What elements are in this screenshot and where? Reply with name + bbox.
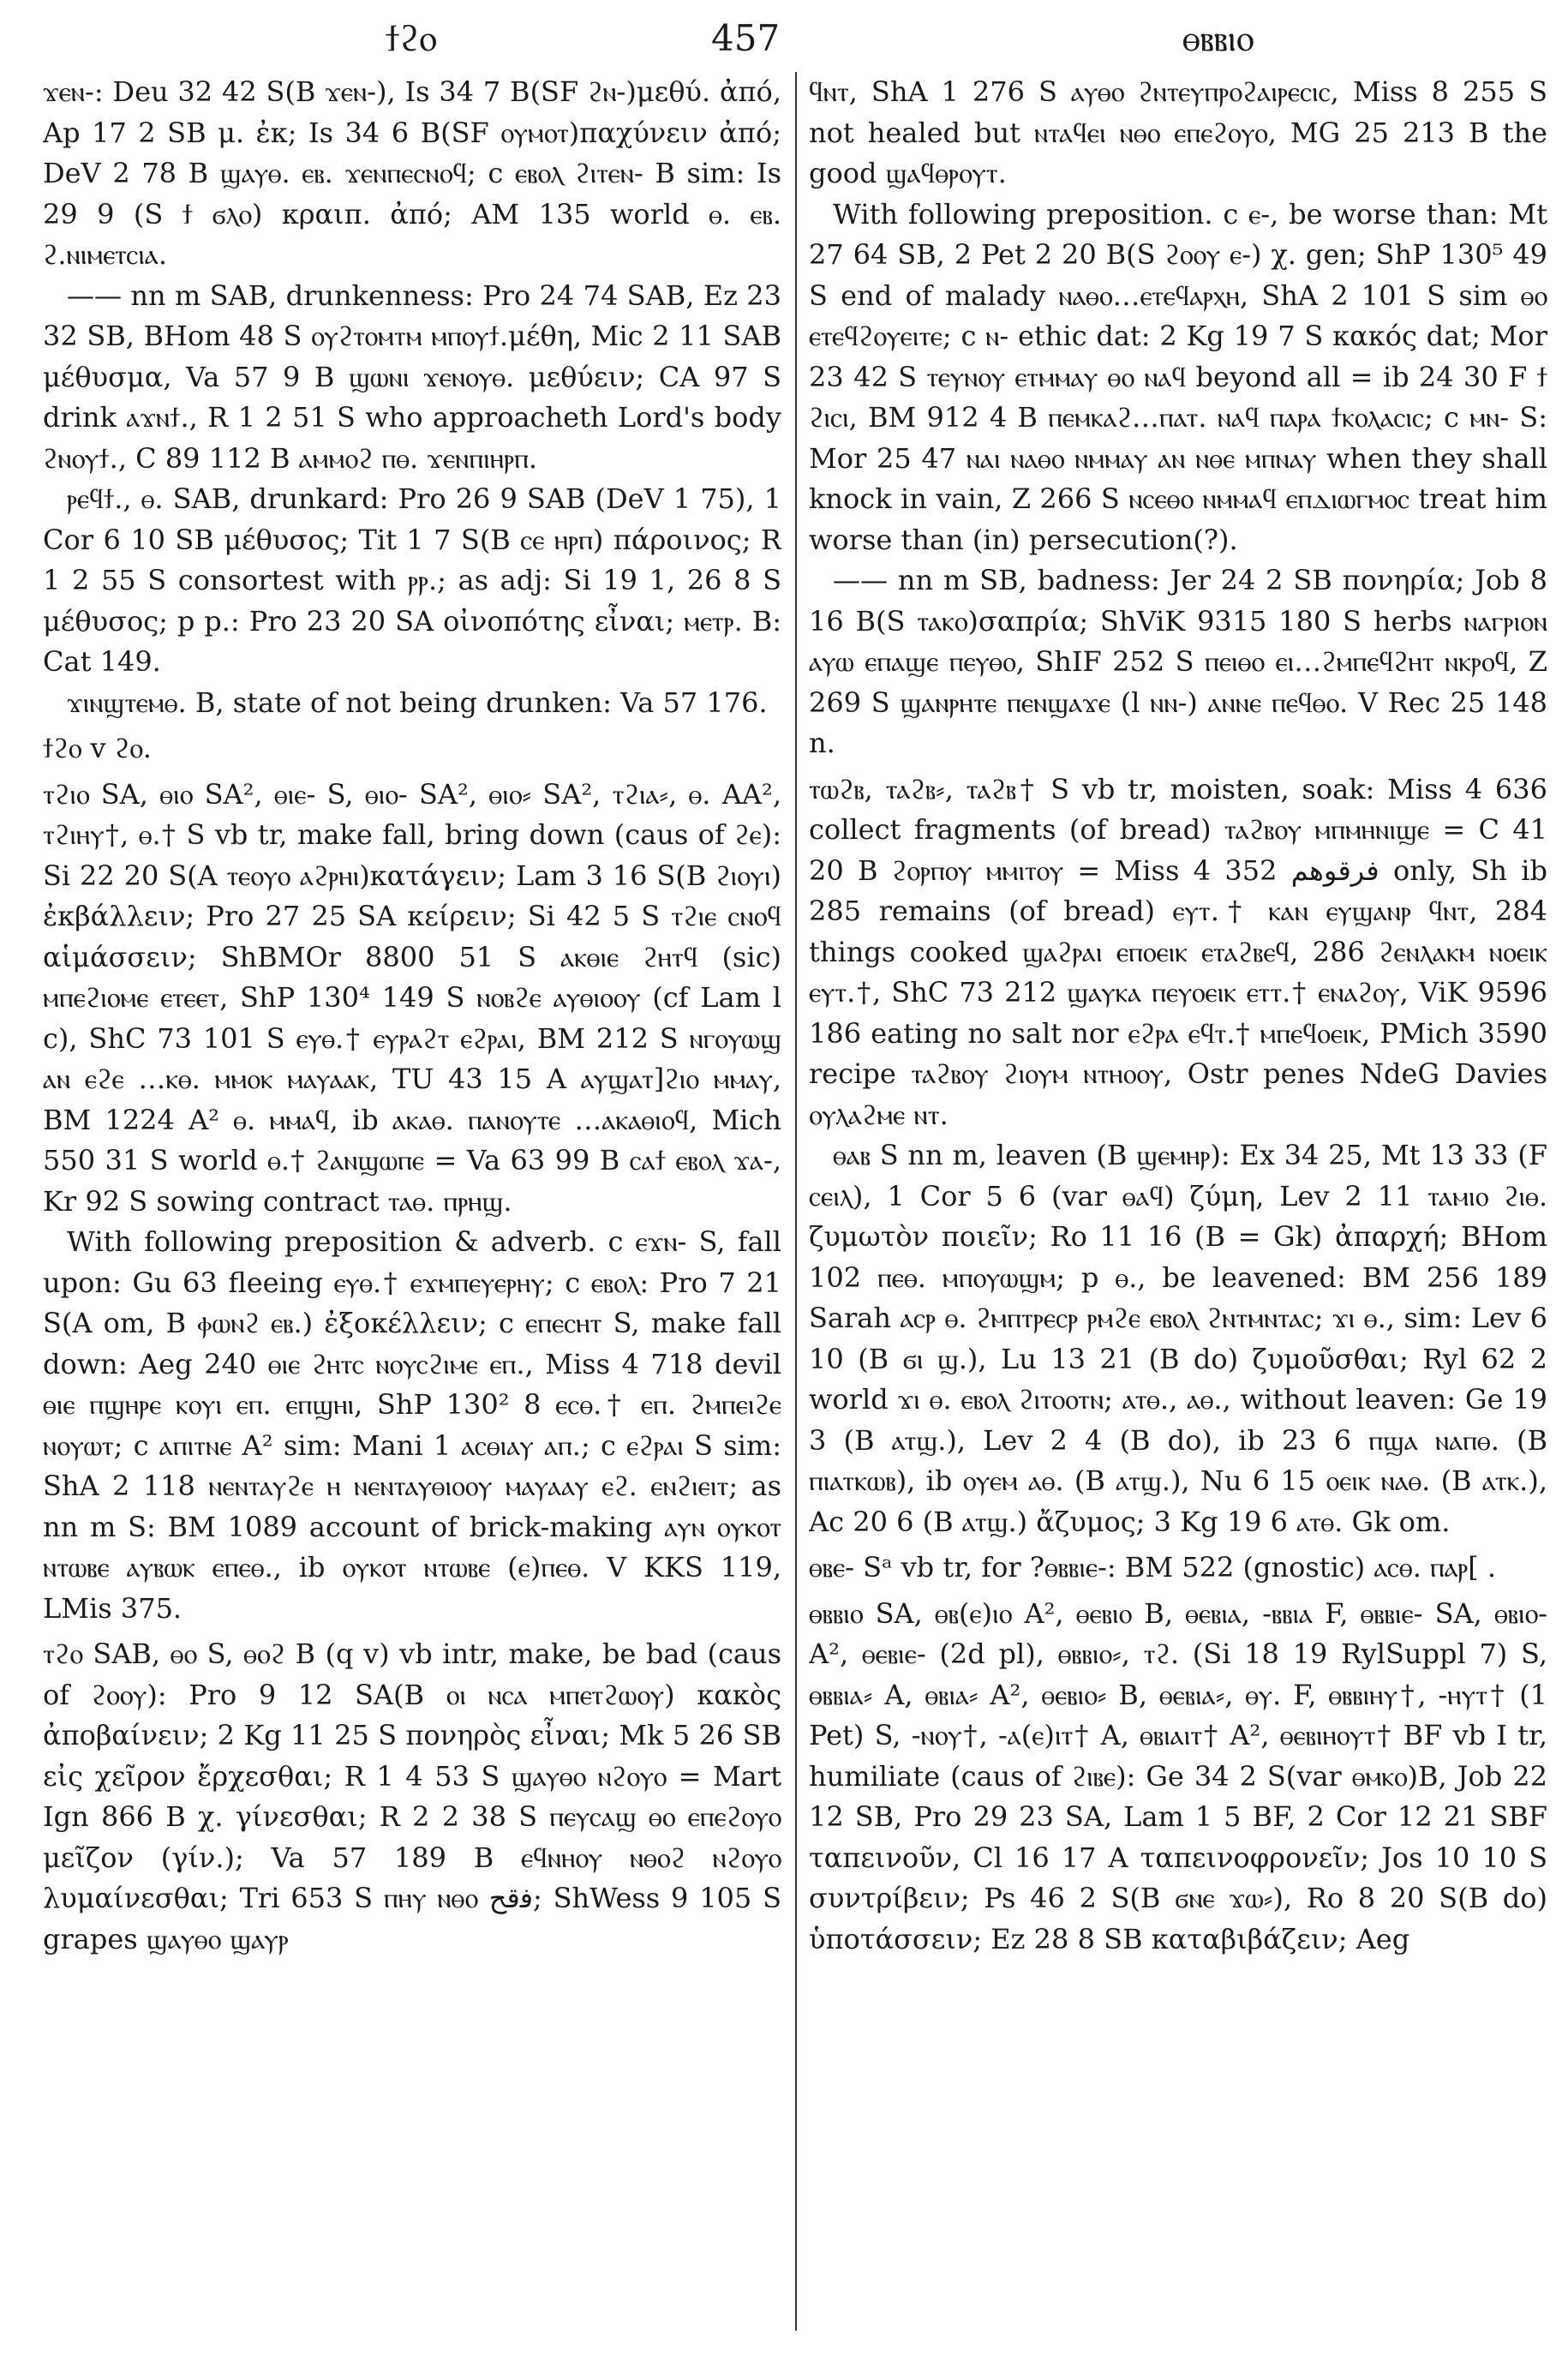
entry-continuation: ϥⲛⲧ, ShA 1 276 S ⲁⲩⲑⲟ ϩⲛⲧⲉⲩⲡⲣⲟϩⲁⲓⲣⲉⲥⲓⲥ, Miss 8 255 S not healed but ⲛⲧⲁϥⲉⲓ ⲛⲑⲟ ⲉⲡⲉϩⲟⲩⲟ, MG 25 213 B the good ϣⲁϥⲑⲣⲟⲩⲧ.	[809, 75, 1547, 189]
entry-subsection: ϫⲓⲛϣⲧⲉⲙⲑ. B, state of not being drunken: Va 57 176.	[67, 686, 768, 719]
column-divider	[795, 72, 797, 2331]
entry-subsection: —— nn m SB, badness: Jer 24 2 SB πονηρία; Job 8 16 B(S ⲧⲁⲕⲟ)σαπρία; ShViK 9315 180 S herbs ⲛⲁⲅⲣⲓⲟⲛ ⲁⲩⲱ ⲉⲡⲁϣⲉ ⲡⲉⲩⲑⲟ, ShIF 252 S ⲡⲉⲓⲑⲟ ⲉⲓ…ϩⲙⲡⲉϥϩⲏⲧ ⲛⲕⲣⲟϥ, Z 269 S ϣⲁⲛⲣⲏⲧⲉ ⲡⲉⲛϣⲁϫⲉ (l ⲛⲛ-) ⲁⲛⲛⲉ ⲡⲉϥⲑⲟ. V Rec 25 148 n.	[809, 564, 1547, 759]
headword-entry: ⲧϩⲟ SAB, ⲑⲟ S, ⲑⲟϩ B (q v) vb intr, make, be bad (caus of ϩⲟⲟⲩ): Pro 9 12 SA(B ⲟⲓ ⲛⲥⲁ ⲙⲡⲉⲧϩⲱⲟⲩ) κακὸς ἀποβαίνειν; 2 Kg 11 25 S πονηρὸς εἶναι; Mk 5 26 SB εἰς χεῖρον ἔρχεσθαι; R 1 4 53 S ϣⲁⲩⲑⲟ ⲛϩⲟⲩⲟ = Mart Ign 866 B χ. γίνεσθαι; R 2 2 38 S ⲡⲉⲩⲥⲁϣ ⲑⲟ ⲉⲡⲉϩⲟⲩⲟ μεῖζον (γίν.); Va 57 189 B ⲉϥⲛⲏⲟⲩ ⲛⲑⲟϩ ⲛϩⲟⲩⲟ λυμαίνεσθαι; Tri 653 S ⲡⲏⲩ ⲛⲑⲟ ﻓﻗﺢ; ShWess 9 105 S grapes ϣⲁⲩⲑⲟ ϣⲁⲩⲣ	[43, 1638, 781, 1955]
entry-continuation: ϫⲉⲛ-: Deu 32 42 S(B ϫⲉⲛ-), Is 34 7 B(SF ϩⲛ-)μεθύ. ἀπό, Ap 17 2 SB μ. ἐκ; Is 34 6 B(SF ⲟⲩⲙⲟⲧ)παχύνειν ἀπό; DeV 2 78 B ϣⲁⲩⲑ. ⲉⲃ. ϫⲉⲛⲡⲉⲥⲛⲟϥ; c ⲉⲃⲟⲗ ϩⲓⲧⲉⲛ- B sim: Is 29 9 (S ϯ ϭⲗⲟ) κραιπ. ἀπό; AM 135 world ⲑ. ⲉⲃ. ϩ.ⲛⲓⲙⲉⲧⲥⲓⲁ.	[43, 75, 781, 271]
entry-subsection: With following preposition & adverb. c ⲉϫⲛ- S, fall upon: Gu 63 fleeing ⲉⲩⲑ.† ⲉϫⲙⲡⲉⲩⲉⲣⲏⲩ; c ⲉⲃⲟⲗ: Pro 7 21 S(A om, B ⲫⲱⲛϩ ⲉⲃ.) ἐξοκέλλειν; c ⲉⲡⲉⲥⲏⲧ S, make fall down: Aeg 240 ⲑⲓⲉ ϩⲏⲧⲥ ⲛⲟⲩⲥϩⲓⲙⲉ ⲉⲡ., Miss 4 718 devil ⲑⲓⲉ ⲡϣⲏⲣⲉ ⲕⲟⲩⲓ ⲉⲡ. ⲉⲡϣⲏⲓ, ShP 130² 8 ⲉⲥⲑ.† ⲉⲡ. ϩⲙⲡⲉⲓϩⲉ ⲛⲟⲩⲱⲧ; c ⲁⲡⲓⲧⲛⲉ A² sim: Mani 1 ⲁⲥⲑⲓⲁⲩ ⲁⲡ.; c ⲉϩⲣⲁⲓ S sim: ShA 2 118 ⲛⲉⲛⲧⲁⲩϩⲉ ⲏ ⲛⲉⲛⲧⲁⲩⲑⲓⲟⲟⲩ ⲙⲁⲩⲁⲁⲩ ⲉϩ. ⲉⲛϩⲓⲉⲓⲧ; as nn m S: BM 1089 account of brick-making ⲁⲩⲛ ⲟⲩⲕⲟⲧ ⲛⲧⲱⲃⲉ ⲁⲩⲃⲱⲕ ⲉⲡⲉⲑ., ib ⲟⲩⲕⲟⲧ ⲛⲧⲱⲃⲉ (ⲉ)ⲡⲉⲑ. V KKS 119, LMis 375.	[43, 1225, 781, 1625]
headword-entry: ϯϩⲟ v ϩⲟ.	[43, 732, 152, 764]
headword-entry: ⲧϩⲓⲟ SA, ⲑⲓⲟ SA², ⲑⲓⲉ- S, ⲑⲓⲟ- SA², ⲑⲓⲟ⸗ SA², ⲧϩⲓⲁ⸗, ⲑ. AA², ⲧϩⲓⲏⲩ†, ⲑ.† S vb tr, make fall, bring down (caus of ϩⲉ): Si 22 20 S(A ⲧⲉⲟⲩⲟ ⲁϩⲣⲏⲓ)κατάγειν; Lam 3 16 S(B ϩⲓⲟⲩⲓ) ἐκβάλλειν; Pro 27 25 SA κείρειν; Si 42 5 S ⲧϩⲓⲉ ⲥⲛⲟϥ αἱμάσσειν; ShBMOr 8800 51 S ⲁⲕⲑⲓⲉ ϩⲏⲧϥ (sic) ⲙⲡⲉϩⲓⲟⲙⲉ ⲉⲧⲉⲉⲧ, ShP 130⁴ 149 S ⲛⲟⲃϩⲉ ⲁⲩⲑⲓⲟⲟⲩ (cf Lam l c), ShC 73 101 S ⲉⲩⲑ.† ⲉⲩⲣⲁϩⲧ ⲉϩⲣⲁⲓ, BM 212 S ⲛⲅⲟⲩⲱϣ ⲁⲛ ⲉϩⲉ …ⲕⲑ. ⲙⲙⲟⲕ ⲙⲁⲩⲁⲁⲕ, TU 43 15 A ⲁⲩϣⲁⲧ]ϩⲓⲟ ⲙⲙⲁⲩ, BM 1224 A² ⲑ. ⲙⲙⲁϥ, ib ⲁⲕⲁⲑ. ⲡⲁⲛⲟⲩⲧⲉ …ⲁⲕⲁⲑⲓⲟϥ, Mich 550 31 S world ⲑ.† ϩⲁⲛϣⲱⲡⲉ = Va 63 99 B ⲥⲁϯ ⲉⲃⲟⲗ ϫⲁ-, Kr 92 S sowing contract ⲧⲁⲑ. ⲡⲣⲏϣ.	[43, 777, 781, 1218]
entry-subsection: —— nn m SAB, drunkenness: Pro 24 74 SAB, Ez 23 32 SB, BHom 48 S ⲟⲩϩⲧⲟⲙⲧⲙ ⲙⲡⲟⲩϯ.μέθη, Mic 2 11 SAB μέθυσμα, Va 57 9 B ϣⲱⲛⲓ ϫⲉⲛⲟⲩⲑ. μεθύειν; CA 97 S drink ⲁϫⲛϯ., R 1 2 51 S who approacheth Lord's body ϩⲛⲟⲩϯ., C 89 112 B ⲁⲙⲙⲟϩ ⲡⲑ. ϫⲉⲛⲡⲓⲏⲣⲡ.	[43, 278, 781, 475]
entry-subsection: ⲣⲉϥϯ., ⲑ. SAB, drunkard: Pro 26 9 SAB (DeV 1 75), 1 Cor 6 10 SB μέθυσος; Tit 1 7 S(B ⲥⲉ ⲏⲣⲡ) πάροινος; R 1 2 55 S consortest with ⲣⲣ.; as adj: Si 19 1, 26 8 S μέθυσος; p p.: Pro 23 20 SA οἰνοπότης εἶναι; ⲙⲉⲧⲣ. B: Cat 149.	[43, 482, 781, 678]
right-column	[809, 72, 1547, 2331]
page-number: 457	[711, 17, 781, 59]
header-right-word: ⲑⲃⲃⲓⲟ	[1182, 17, 1254, 59]
entry-subsection: ⲑⲁⲃ S nn m, leaven (B ϣⲉⲙⲏⲣ): Ex 34 25, Mt 13 33 (F ⲥⲉⲓⲗ), 1 Cor 5 6 (var ⲑⲁϥ) ζύμη, Lev 2 11 ⲧⲁⲙⲓⲟ ϩⲓⲑ. ζυμωτὸν ποιεῖν; Ro 11 16 (B = Gk) ἀπαρχή; BHom 102 ⲡⲉⲑ. ⲙⲡⲟⲩⲱϣⲙ; p ⲑ., be leavened: BM 256 189 Sarah ⲁⲥⲣ ⲑ. ϩⲙⲡⲧⲣⲉⲥⲣ ⲣⲙϩⲉ ⲉⲃⲟⲗ ϩⲛⲧⲙⲛⲧⲁⲥ; ϫⲓ ⲑ., sim: Lev 6 10 (B ϭⲓ ϣ.), Lu 13 21 (B do) ζυμοῦσθαι; Ryl 62 2 world ϫⲓ ⲑ. ⲉⲃⲟⲗ ϩⲓⲧⲟⲟⲧⲛ; ⲁⲧⲑ., ⲁⲑ., without leaven: Ge 19 3 (B ⲁⲧϣ.), Lev 2 4 (B do), ib 23 6 ⲡϣⲁ ⲛⲁⲡⲑ. (B ⲡⲓⲁⲧⲕⲱⲃ), ib ⲟⲩⲉⲙ ⲁⲑ. (B ⲁⲧϣ.), Nu 6 15 ⲟⲉⲓⲕ ⲛⲁⲑ. (B ⲁⲧⲕ.), Ac 20 6 (B ⲁⲧϣ.) ἄζυμος; 3 Kg 19 6 ⲁⲧⲑ. Gk om.	[809, 1139, 1547, 1538]
page-header	[43, 12, 1525, 65]
headword-entry: ⲑⲃⲃⲓⲟ SA, ⲑⲃ(ⲉ)ⲓⲟ A², ⲑⲉⲃⲓⲟ B, ⲑⲉⲃⲓⲁ, -ⲃⲃⲓⲁ F, ⲑⲃⲃⲓⲉ- SA, ⲑⲃⲓⲟ- A², ⲑⲉⲃⲓⲉ- (2d pl), ⲑⲃⲃⲓⲟ⸗, ⲧϩ. (Si 18 19 RylSuppl 7) S, ⲑⲃⲃⲓⲁ⸗ A, ⲑⲃⲓⲁ⸗ A², ⲑⲉⲃⲓⲟ⸗ B, ⲑⲉⲃⲓⲁ⸗, ⲑⲩ. F, ⲑⲃⲃⲓⲏⲩ†, -ⲏⲩⲧ† (1 Pet) S, -ⲛⲟⲩ†, -ⲁ(ⲉ)ⲓⲧ† A, ⲑⲃⲓⲁⲓⲧ† A², ⲑⲉⲃⲓⲏⲟⲩⲧ† BF vb I tr, humiliate (caus of ϩⲓⲃⲉ): Ge 34 2 S(var ⲑⲙⲕⲟ)B, Job 22 12 SB, Pro 29 23 SA, Lam 1 5 BF, 2 Cor 12 21 SBF ταπεινοῦν, Cl 16 17 A ταπεινοφρονεῖν; Jos 10 10 S συντρίβειν; Ps 46 2 S(B ϭⲛⲉ ϫⲱ⸗), Ro 8 20 S(B do) ὑποτάσσειν; Ez 28 8 SB καταβιβάζειν; Aeg	[809, 1596, 1547, 1955]
header-left-word: ϯϩⲟ	[386, 17, 437, 59]
headword-entry: ⲑⲃⲉ- Sᵃ vb tr, for ?ⲑⲃⲃⲓⲉ-: BM 522 (gnostic) ⲁⲥⲑ. ⲡⲁⲣ[ .	[809, 1551, 1497, 1584]
headword-entry: ⲧⲱϩⲃ, ⲧⲁϩⲃ⸗, ⲧⲁϩⲃ† S vb tr, moisten, soak: Miss 4 636 collect fragments (of bread) ⲧⲁϩⲃⲟⲩ ⲙⲡⲙⲏⲛⲓϣⲉ = C 41 20 B ϩⲟⲣⲡⲟⲩ ⲙⲙⲓⲧⲟⲩ = Miss 4 352 ﻓﺮﻗﻮﻫﻢ only, Sh ib 285 remains (of bread) ⲉⲩⲧ.† ⲕⲁⲛ ⲉⲩϣⲁⲛⲣ ϥⲛⲧ, 284 things cooked ϣⲁϩⲣⲁⲓ ⲉⲡⲟⲉⲓⲕ ⲉⲧⲁϩⲃⲉϥ, 286 ϩⲉⲛⲗⲁⲕⲙ ⲛⲟⲉⲓⲕ ⲉⲩⲧ.†, ShC 73 212 ϣⲁⲩⲕⲁ ⲡⲉⲩⲟⲉⲓⲕ ⲉⲧⲧ.† ⲉⲛⲁϩⲟⲩ, ViK 9596 186 eating no salt nor ⲉϩⲣⲁ ⲉϥⲧ.† ⲙⲡⲉϥⲟⲉⲓⲕ, PMich 3590 recipe ⲧⲁϩⲃⲟⲩ ϩⲓⲟⲩⲙ ⲛⲧⲏⲟⲟⲩ, Ostr penes NdeG Davies ⲟⲩⲗⲁϩⲙⲉ ⲛⲧ.	[809, 772, 1547, 1131]
left-column	[43, 72, 781, 2331]
entry-subsection: With following preposition. c ⲉ-, be worse than: Mt 27 64 SB, 2 Pet 2 20 B(S ϩⲟⲟⲩ ⲉ-) χ. gen; ShP 130⁵ 49 S end of malady ⲛⲁⲑⲟ…ⲉⲧⲉϥⲁⲣⲭⲏ, ShA 2 101 S sim ⲑⲟ ⲉⲧⲉϥϩⲟⲩⲉⲓⲧⲉ; c ⲛ- ethic dat: 2 Kg 19 7 S κακός dat; Mor 23 42 S ⲧⲉⲩⲛⲟⲩ ⲉⲧⲙⲙⲁⲩ ⲑⲟ ⲛⲁϥ beyond all = ib 24 30 F ϯ ϩⲓⲥⲓ, BM 912 4 B ⲡⲉⲙⲕⲁϩ…ⲡⲁⲧ. ⲛⲁϥ ⲡⲁⲣⲁ ϯⲕⲟⲗⲁⲥⲓⲥ; c ⲙⲛ- S: Mor 25 47 ⲛⲁⲓ ⲛⲁⲑⲟ ⲛⲙⲙⲁⲩ ⲁⲛ ⲛⲑⲉ ⲙⲡⲛⲁⲩ when they shall knock in vain, Z 266 S ⲛⲥⲉⲑⲟ ⲛⲙⲙⲁϥ ⲉⲡⲇⲓⲱⲅⲙⲟⲥ treat him worse than (in) persecution(?).	[809, 197, 1547, 556]
